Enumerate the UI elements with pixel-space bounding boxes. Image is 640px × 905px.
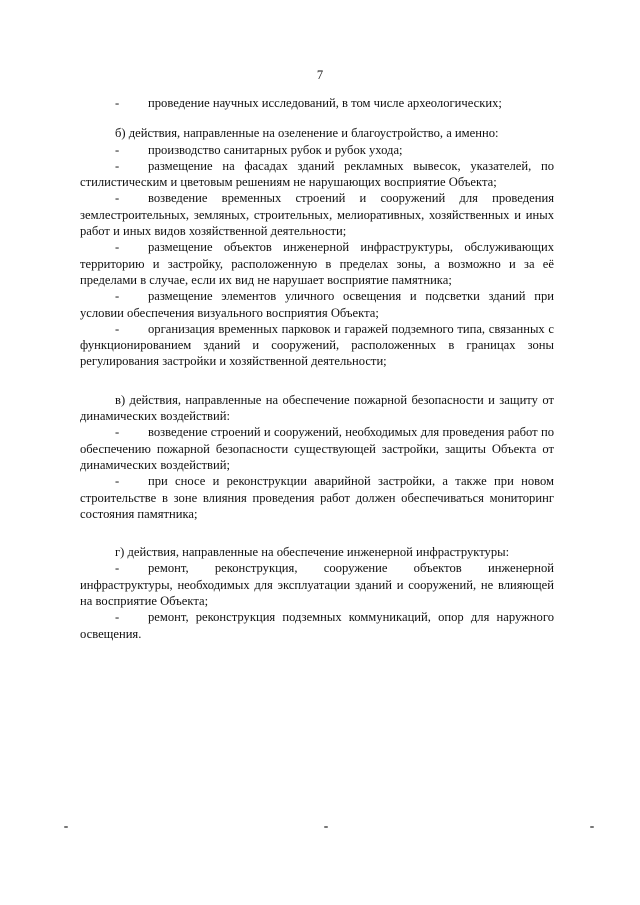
section-heading-g: г) действия, направленные на обеспечение инженерной инфраструктуры: (115, 545, 510, 560)
list-item-text: производство санитарных рубок и рубок ухода; (148, 142, 403, 157)
list-item (80, 239, 554, 288)
list-dash: - (115, 96, 120, 110)
list-dash: - (115, 240, 120, 255)
list-dash: - (115, 425, 120, 440)
list-dash: - (115, 142, 120, 157)
list-item (80, 142, 554, 158)
list-item-text: при сносе и реконструкции аварийной застройки, а также при новом строительстве в зоне влияния проведения работ должен обеспечиваться мониторинг состояния памятника; (80, 474, 554, 521)
list-dash: - (115, 610, 120, 625)
list-item-text: размещение объектов инженерной инфраструктуры, обслуживающих территорию и застройку, расположенную в пределах зоны, а возможно и за её пределами в случае, если их вид не нарушает восприятие памятника; (80, 240, 554, 287)
list-item-text: размещение элементов уличного освещения и подсветки зданий при условии обеспечения визуального восприятия Объекта; (80, 289, 554, 320)
list-item (80, 609, 554, 642)
scan-artifacts (0, 826, 640, 836)
list-dash: - (115, 561, 120, 576)
list-dash: - (115, 474, 120, 489)
list-item (80, 95, 554, 111)
list-item-text: размещение на фасадах зданий рекламных вывесок, указателей, по стилистическим и цветовым решениям не нарушающих восприятие Объекта; (80, 158, 554, 190)
list-item-text: ремонт, реконструкция подземных коммуникаций, опор для наружного освещения. (80, 610, 554, 641)
list-item-text: проведение научных исследований, в том числе археологических; (148, 96, 502, 110)
list-item (80, 473, 554, 522)
list-item (80, 190, 554, 239)
list-item-text: ремонт, реконструкция, сооружение объектов инженерной инфраструктуры, необходимых для эксплуатации зданий и сооружений, не влияющей на восприятие Объекта; (80, 561, 554, 609)
list-item (80, 321, 554, 370)
page-number: 7 (316, 68, 324, 82)
document-body (80, 95, 554, 642)
list-item (80, 158, 554, 191)
list-dash: - (115, 289, 120, 304)
scan-speck (64, 826, 68, 828)
list-item-text: возведение строений и сооружений, необходимых для проведения работ по обеспечению пожарной безопасности существующей застройки, защиты Объекта от динамических воздействий; (80, 425, 554, 472)
section-heading-b: б) действия, направленные на озеленение и благоустройство, а именно: (115, 126, 499, 141)
list-dash: - (115, 191, 120, 206)
list-item (80, 288, 554, 321)
list-item-text: возведение временных строений и сооружений для проведения землестроительных, земляных, строительных, мелиоративных, хозяйственных и иных работ и иных видов хозяйственной деятельности; (80, 191, 554, 239)
scan-speck (324, 826, 328, 828)
list-item-text: организация временных парковок и гаражей подземного типа, связанных с функционированием зданий и сооружений, расположенных в границах зоны регулирования застройки и хозяйственной деятельности; (80, 321, 554, 369)
list-dash: - (115, 158, 120, 173)
scan-speck (590, 826, 594, 828)
list-item (80, 424, 554, 473)
list-dash: - (115, 321, 120, 336)
list-item (80, 560, 554, 609)
section-heading-v: в) действия, направленные на обеспечение пожарной безопасности и защиту от динамических воздействий: (80, 392, 554, 424)
